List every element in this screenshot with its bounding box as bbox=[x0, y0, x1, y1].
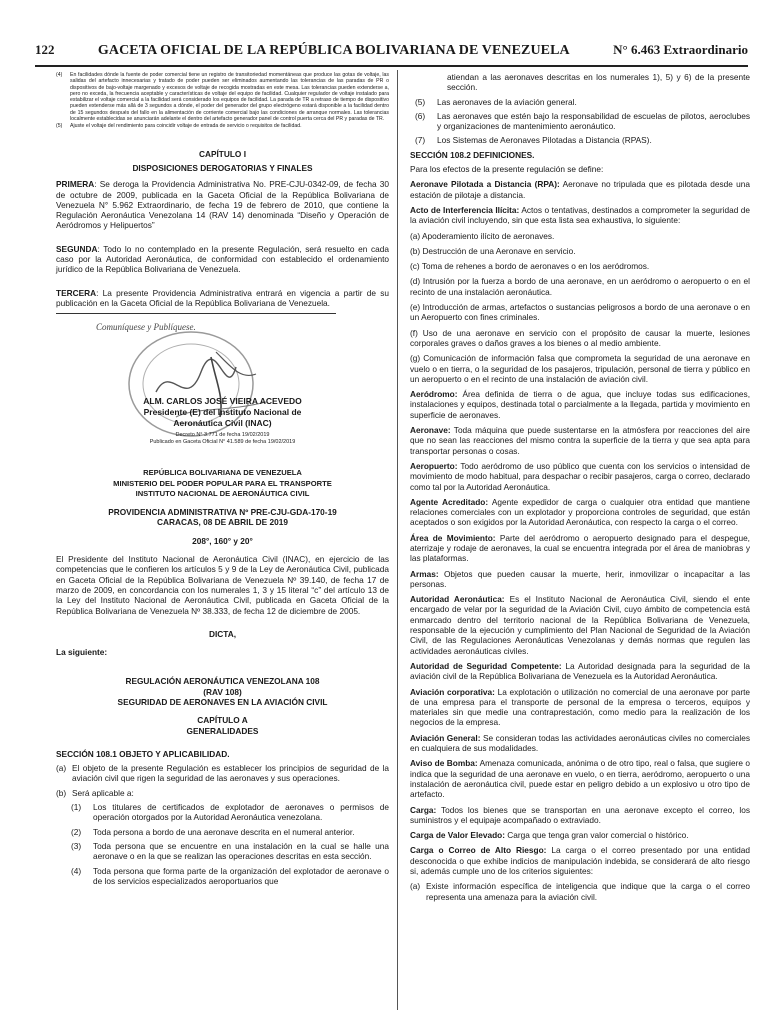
chapter-a-subtitle: GENERALIDADES bbox=[186, 725, 259, 736]
definition-acto: Acto de Interferencia Ilícita: Actos o tentativas, destinados a comprometer la seguridad de la aviación civil incluyendo, sin que esta lista sea exhaustiva, lo siguiente: bbox=[410, 204, 751, 226]
list-item: (3) Toda persona que se encuentre en una instalación en la cual se halle una aeronave o en la que se realizan las operaciones descritas en esta sección. bbox=[71, 840, 389, 862]
definition: Agente Acreditado: Agente expedidor de carga o cualquier otra entidad que mantiene relaciones comerciales con un explotador y proporciona controles de seguridad, que están aceptados o son exigidos por la Autoridad Aeronáutica, con respecto la carga o el correo. bbox=[410, 496, 751, 528]
decree-reference: Decreto N° 3.771 de fecha 19/02/2019 bbox=[175, 432, 270, 439]
providence-number: PROVIDENCIA ADMINISTRATIVA Nº PRE-CJU-GDA-170-19 bbox=[108, 507, 337, 518]
page-header bbox=[35, 42, 748, 67]
definition: Aviso de Bomba: Amenaza comunicada, anónima o de otro tipo, real o falsa, que sugiere o indica que la seguridad de una aeronave en vuelo, o en tierra, aeródromo, aeropuerto o una instalación de aeronáutica civil, puede estar en peligro debido a un explosivo u otro tipo de artefacto. bbox=[410, 758, 750, 800]
acto-item: (b) Destrucción de una Aeronave en servicio. bbox=[410, 245, 576, 256]
chapter-a-title: CAPÍTULO A bbox=[197, 715, 248, 726]
acto-item: (a) Apoderamiento ilícito de aeronaves. bbox=[410, 230, 555, 241]
list-item: (7) Los Sistemas de Aeronaves Pilotadas a Distancia (RPAS). bbox=[415, 135, 652, 146]
list-item: (1) Los titulares de certificados de explotador de aeronaves o permisos de operación otorgados por la Autoridad Aeronáutica venezolana. bbox=[71, 802, 389, 823]
left-column bbox=[56, 72, 389, 890]
list-item: (5) Las aeronaves de la aviación general. bbox=[415, 96, 577, 107]
org-line: INSTITUTO NACIONAL DE AERONÁUTICA CIVIL bbox=[135, 488, 310, 498]
acto-item: (c) Toma de rehenes a bordo de aeronaves o en los aeródromos. bbox=[410, 261, 650, 272]
footnote: (5) Ajuste el voltaje del rendimiento para coincidir voltaje de entrada de servicio o requisitos de facilidad. bbox=[56, 123, 302, 130]
definition: Aviación corporativa: La explotación o utilización no comercial de una aeronave por parte de una empresa para el transporte de personal de la empresa o terceros, equipos y materiales sin que medie una contraprestación, como medio para la realización de los negocios de la empresa. bbox=[410, 686, 750, 728]
org-line: REPÚBLICA BOLIVARIANA DE VENEZUELA bbox=[143, 468, 302, 478]
issue-number: N° 6.463 Extraordinario bbox=[613, 42, 748, 57]
chapter-title: CAPÍTULO I bbox=[198, 148, 246, 159]
definition: Aeronave: Toda máquina que puede sustentarse en la atmósfera por reacciones del aire que no sean las reacciones del mismo contra la superficie de la tierra y que sea apta para transportar personas o cosas. bbox=[410, 425, 750, 456]
signatory-name: ALM. CARLOS JOSÉ VIEIRA ACEVEDO bbox=[143, 396, 302, 407]
regulation-code: (RAV 108) bbox=[203, 686, 242, 697]
footnote: (4) En facilidades dónde la fuente de poder comercial tiene un registro de transitoriedad momentáneas que produce las gotas de voltaje, las salidas del artefacto innecesarias y tratado de poder pueden ser eliminados aumentando las tolerancias de las paradas de PR o dispositivos de bajo-voltaje margenado y excesos de voltaje de recogida mostradas en este mesa. Las tolerancias pueden extenderse a, pero no exceda, la frecuencia aceptable y características de voltaje del equipo de facilidad. Cualquier regulador de voltaje instalado para estabilizar el voltaje comercial a la facilidad será considerado los equipos de facilidad. La parada de TR a retraso de tiempo de dispositivo pueden extenderse más allá de 3 segundos a dónde, el poder del generador del grupo electrógeno estará disponible a la facilidad dentro de 15 segundos después del fallo en la alimentación de corriente comercial bajo las condiciones de arranque normales. Las tolerancias localmente establecidas se anunciarán adelante el dentro del artefacto generador panel de control puerta cerca del PR y paradas de TR. bbox=[56, 72, 389, 123]
page-number: 122 bbox=[35, 42, 55, 57]
list-item-continued: atiendan a las aeronaves descritas en los numerales 1), 5) y 6) de la presente sección. bbox=[447, 72, 750, 93]
list-item: (6) Las aeronaves que estén bajo la responsabilidad de escuelas de pilotos, aeroclubes y organizaciones de mantenimiento aeronáutico. bbox=[415, 110, 750, 132]
column-divider bbox=[397, 70, 398, 1010]
article-primera: PRIMERA: Se deroga la Providencia Administrativa No. PRE-CJU-0342-09, de fecha 30 de octubre de 2009, publicada en la Gaceta Oficial de la República Bolivariana de Venezuela N° 5.962 Extraordinario, de fecha 19 de febrero de 2010, que contiene la Regulación Aeronáutica Venezolana 14 (RAV 14) denominada “Diseño y Operación de Aeródromos y Helipuertos” bbox=[56, 179, 389, 231]
la-siguiente: La siguiente: bbox=[56, 647, 108, 658]
org-line: MINISTERIO DEL PODER POPULAR PARA EL TRANSPORTE bbox=[113, 478, 332, 488]
definition: Área de Movimiento: Parte del aeródromo o aeropuerto designado para el despegue, aterrizaje y rodaje de aeronaves, la cual se encuentra integrada por el área de maniobras y las plataformas. bbox=[410, 532, 750, 564]
definitions-intro: Para los efectos de la presente regulación se define: bbox=[410, 164, 604, 175]
dicta: DICTA, bbox=[208, 628, 237, 639]
definition: Carga: Todos los bienes que se transportan en una aeronave excepto el correo, los suministros y el equipaje acompañado o extraviado. bbox=[410, 804, 750, 825]
decree-reference: Publicado en Gaceta Oficial N° 41.589 de fecha 19/02/2019 bbox=[149, 439, 296, 446]
section-108-2: SECCIÓN 108.2 DEFINICIONES. bbox=[410, 149, 535, 160]
list-item: (2) Toda persona a bordo de una aeronave descrita en el numeral anterior. bbox=[71, 826, 355, 837]
regulation-subject: SEGURIDAD DE AERONAVES EN LA AVIACIÓN CIVIL bbox=[117, 696, 328, 707]
definition: Carga o Correo de Alto Riesgo: La carga o el correo presentado por una entidad desconocida o que exhibe indicios de manipulación indebida, se considerará de alto riesgo si, además cumple uno de los criterios siguientes: bbox=[410, 845, 750, 876]
acto-item: (d) Intrusión por la fuerza a bordo de una aeronave, en un aeródromo o aeropuerto o en el recinto de una instalación aeronáutica. bbox=[410, 276, 750, 297]
providence-date: CARACAS, 08 DE ABRIL DE 2019 bbox=[157, 517, 288, 528]
definition: Autoridad de Seguridad Competente: La Autoridad designada para la seguridad de la aviación civil de la República Bolivariana de Venezuela es la Autoridad Aeronáutica. bbox=[410, 660, 750, 682]
article-segunda: SEGUNDA: Todo lo no contemplado en la presente Regulación, será resuelto en cada caso por la Autoridad Aeronáutica, de conformidad con establecido el ordenamiento jurídico de la República Bolivariana de Venezuela. bbox=[56, 243, 389, 275]
definition: Autoridad Aeronáutica: Es el Instituto Nacional de Aeronáutica Civil, siendo el ente encargado de velar por la seguridad de la Aviación Civil, cuyo ámbito de competencia está enmarcado dentro del territorio nacional de la República Bolivariana de Venezuela, responsable de la ejecución y cumplimiento del Plan Nacional de Seguridad de la Aviación Civil, de las Regulaciones Aeronáuticas Venezolanas y demás normas que regulen las actividades aeronáuticas civiles. bbox=[410, 594, 750, 656]
signatory-role: Presidente (E) del Instituto Nacional de bbox=[143, 407, 302, 418]
regulation-title: REGULACIÓN AERONÁUTICA VENEZOLANA 108 bbox=[125, 676, 320, 687]
list-item: (4) Toda persona que forma parte de la organización del explotador de aeronave o de los servicios especializados aeroportuarios que bbox=[71, 865, 389, 886]
gazette-title: GACETA OFICIAL DE LA REPÚBLICA BOLIVARIANA DE VENEZUELA bbox=[97, 43, 570, 58]
chapter-subtitle: DISPOSICIONES DEROGATORIAS Y FINALES bbox=[132, 162, 313, 173]
acto-item: (e) Introducción de armas, artefactos o sustancias peligrosos a bordo de una aeronave o en un Aeropuerto con fines criminales. bbox=[410, 302, 750, 323]
definition: Aviación General: Se consideran todas las actividades aeronáuticas civiles no comerciales en cualquiera de sus modalidades. bbox=[410, 732, 750, 754]
signature-block bbox=[56, 320, 389, 460]
article-tercera: TERCERA: La presente Providencia Administrativa entrará en vigencia a partir de su publicación en la Gaceta Oficial de la República Bolivariana de Venezuela. bbox=[56, 287, 389, 308]
list-item: (b) Será aplicable a: bbox=[56, 787, 134, 798]
definition: Armas: Objetos que pueden causar la muerte, herir, inmovilizar o incapacitar a las personas. bbox=[410, 568, 750, 589]
right-column bbox=[410, 72, 750, 906]
divider-line bbox=[56, 313, 336, 314]
definition-rpa: Aeronave Pilotada a Distancia (RPA): Aeronave no tripulada que es pilotada desde una estación de pilotaje a distancia. bbox=[410, 179, 750, 200]
acto-item: (f) Uso de una aeronave en servicio con el propósito de causar la muerte, lesiones corporales graves o daños graves a los bienes o al medio ambiente. bbox=[410, 327, 750, 348]
definition: Aeródromo: Área definida de tierra o de agua, que incluye todas sus edificaciones, instalaciones y equipos, destinada total o parcialmente a la llegada, partida y movimiento en superficie de aeronaves. bbox=[410, 389, 750, 420]
intro-paragraph: El Presidente del Instituto Nacional de Aeronáutica Civil (INAC), en ejercicio de las competencias que le confieren los artículos 5 y 9 de la Ley de Aeronáutica Civil, publicada en Gaceta Oficial de la República Bolivariana de Venezuela Nº 39.140, de fecha 17 de marzo de 2009, en concordancia con los numerales 1, 3 y 15 literal “c” del artículo 13 de la Ley del Instituto Nacional de Aeronáutica Civil, publicada en Gaceta Oficial de la República Bolivariana de Venezuela Nº 38.333, de fecha 12 de diciembre de 2005. bbox=[56, 554, 389, 616]
stamp-text: Comuníquese y Publíquese. bbox=[96, 322, 196, 333]
list-item: (a) El objeto de la presente Regulación es establecer los principios de seguridad de la aviación civil que rigen la seguridad de las aeronaves y sus operaciones. bbox=[56, 763, 389, 784]
list-item: (a) Existe información específica de inteligencia que indique que la carga o el correo representa una amenaza para la aviación civil. bbox=[410, 881, 750, 902]
signatory-role: Aeronáutica Civil (INAC) bbox=[173, 418, 272, 429]
years-line: 208°, 160° y 20° bbox=[192, 535, 253, 546]
definition: Carga de Valor Elevado: Carga que tenga gran valor comercial o histórico. bbox=[410, 830, 689, 841]
acto-item: (g) Comunicación de información falsa que comprometa la seguridad de una aeronave en vuelo o en tierra, o la seguridad de los pasajeros, tripulación, personal de tierra y público en un aeropuerto o en el recinto de una instalación de aviación civil. bbox=[410, 353, 750, 384]
section-108-1: SECCIÓN 108.1 OBJETO Y APLICABILIDAD. bbox=[56, 748, 230, 759]
definition: Aeropuerto: Todo aeródromo de uso público que cuenta con los servicios o intensidad de movimiento de modo habitual, para despachar o recibir pasajeros, carga o correo, declarado como tal por la Autoridad Aeronáutica. bbox=[410, 460, 750, 492]
